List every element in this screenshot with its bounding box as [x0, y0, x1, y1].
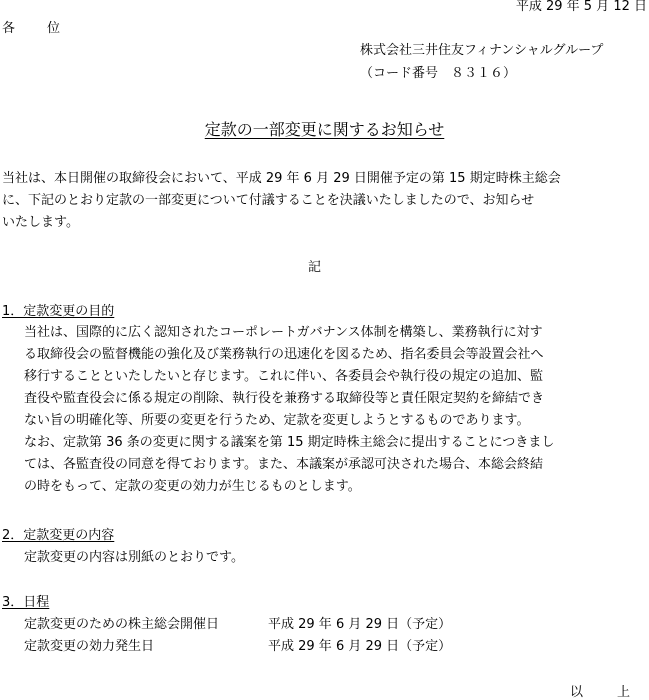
- closing-mark: [570, 686, 630, 699]
- section-1-paragraph: [24, 326, 644, 502]
- section-1-line: ない旨の明確化等、所要の変更を行うため、定款を変更しようとするものであります。: [24, 413, 530, 428]
- section-1-line: 移行することといたしたいと存じます。これに伴い、各委員会や執行役の規定の追加、監: [24, 369, 543, 384]
- addressee-char-1: 各: [2, 21, 16, 36]
- closing-char-1: 以: [570, 685, 584, 700]
- section-2-heading-text: 2．定款変更の内容: [2, 528, 115, 543]
- company-name: 株式会社三井住友フィナンシャルグループ: [360, 43, 604, 58]
- section-1-line: 当社は、国際的に広く認知されたコーポレートガバナンス体制を構築し、業務執行に対す: [24, 325, 543, 340]
- section-1-heading: [2, 305, 114, 318]
- security-code: （コード番号 ８３１６）: [360, 66, 517, 81]
- document-date: 平成 29 年 5 月 12 日: [515, 0, 647, 14]
- schedule-date: 平成 29 年 6 月 29 日（予定）: [268, 639, 452, 654]
- section-2-heading: [2, 529, 114, 542]
- section-1-line: 査役や監査役会に係る規定の削除、執行役を兼務する取締役等と責任限定契約を締結でき: [24, 391, 545, 406]
- ki-heading: 記: [308, 260, 322, 275]
- schedule-label: 定款変更の効力発生日: [24, 639, 155, 654]
- section-1-line: ては、各監査役の同意を得ております。また、本議案が承認可決された場合、本総会終結: [24, 457, 543, 472]
- section-3-heading: [2, 596, 49, 609]
- intro-line: いたします。: [2, 215, 79, 230]
- addressee-char-2: 位: [47, 21, 61, 36]
- section-1-line: る取締役会の監督機能の強化及び業務執行の迅速化を図るため、指名委員会等設置会社へ: [24, 347, 544, 362]
- closing-char-2: 上: [617, 685, 631, 700]
- intro-line: に、下記のとおり定款の一部変更について付議することを決議いたしましたので、お知らせ: [2, 193, 535, 208]
- schedule-date: 平成 29 年 6 月 29 日（予定）: [268, 617, 452, 632]
- schedule-label: 定款変更のための株主総会開催日: [24, 617, 220, 632]
- section-1-heading-text: 1．定款変更の目的: [2, 304, 115, 319]
- section-1-line: の時をもって、定款の変更の効力が生じるものとします。: [24, 479, 361, 494]
- intro-line: 当社は、本日開催の取締役会において、平成 29 年 6 月 29 日開催予定の第 15 期定時株主総会: [2, 171, 561, 186]
- document-title-text: 定款の一部変更に関するお知らせ: [204, 120, 445, 139]
- intro-paragraph: [2, 172, 642, 238]
- section-2-text: 定款変更の内容は別紙のとおりです。: [24, 550, 244, 565]
- document-title: [0, 122, 649, 138]
- section-3-heading-text: 3．日程: [2, 595, 50, 610]
- section-1-line: なお、定款第 36 条の変更に関する議案を第 15 期定時株主総会に提出することにつきまし: [24, 435, 555, 450]
- addressee: [2, 22, 60, 35]
